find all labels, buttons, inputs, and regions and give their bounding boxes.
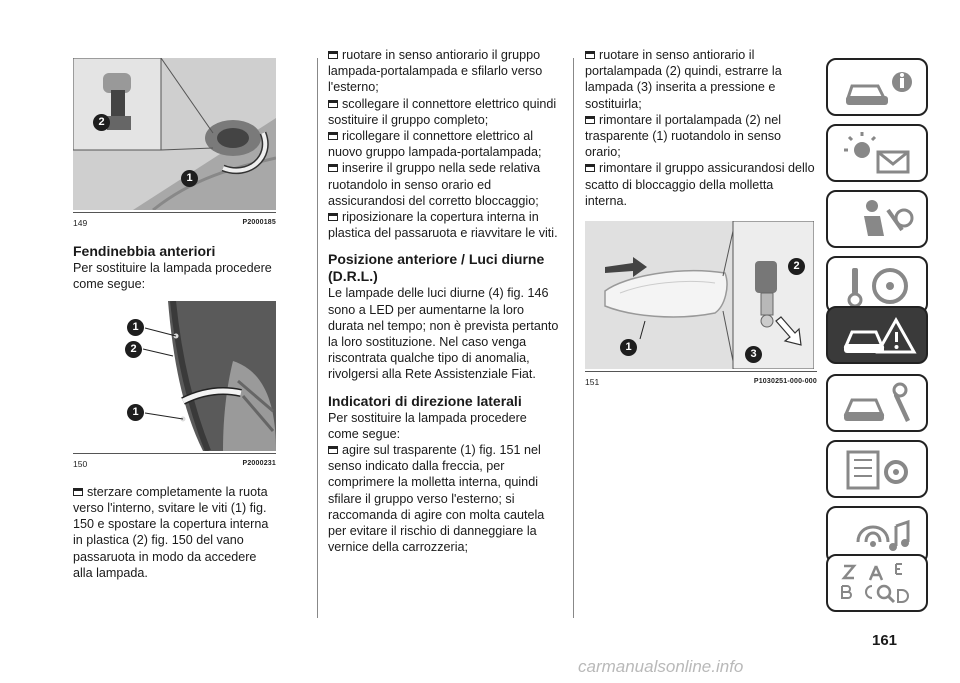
figure-151 [585, 221, 814, 369]
bullet-icon [328, 100, 338, 108]
bullet-item [328, 47, 560, 96]
paragraph: Le lampade delle luci diurne (4) fig. 146 sono a LED per aumentarne la loro durata nel tempo; non è prevista pertanto la loro sostituzione. Nel caso venga riscontrata qualche tipo di anomalia, rivolgersi alla Rete Assistenziale Fiat. [328, 286, 559, 382]
bullet-icon [328, 213, 338, 221]
tech-data-icon [838, 446, 920, 494]
figure-number: 151 [585, 377, 600, 388]
lights-warning-icon [838, 130, 920, 178]
bullet-text: scollegare il connettore elettrico quindi sostituire il gruppo completo; [328, 96, 557, 127]
sidebar-tab-index-az[interactable] [826, 554, 928, 612]
bullet-text: ruotare in senso antiorario il portalampada (2) quindi, estrarre la lampada (3) inserita a pressione e sostituirla; [585, 48, 782, 111]
section-heading: Fendinebbia anteriori [73, 243, 216, 260]
bullet-icon [328, 164, 338, 172]
watermark: carmanualsonline.info [578, 657, 744, 676]
car-breakdown-icon [838, 312, 920, 360]
column-3 [585, 47, 817, 390]
figure-code: P1030251-000-000 [753, 378, 817, 386]
column-divider [317, 58, 318, 618]
bullet-icon [328, 51, 338, 59]
callout-badge: 2 [93, 114, 110, 131]
sidebar-tab-car-breakdown[interactable] [826, 306, 928, 364]
bullet-text: rimontare il gruppo assicurandosi dello scatto di bloccaggio della molletta interna. [585, 161, 815, 208]
bullet-text: rimontare il portalampada (2) nel trasparente (1) ruotandolo in senso orario; [585, 112, 782, 160]
callout-badge: 1 [127, 404, 144, 421]
sidebar-tab-car-maintenance[interactable] [826, 374, 928, 432]
bullet-item [585, 47, 817, 112]
bullet-item [585, 160, 817, 209]
fog-lamp-illustration [73, 58, 276, 210]
paragraph: Per sostituire la lampada procedere come segue: [328, 410, 527, 441]
airbag-safety-icon [838, 196, 920, 244]
sidebar-tab-lights-warning[interactable] [826, 124, 928, 182]
bullet-icon [585, 51, 595, 59]
callout-badge: 3 [745, 346, 762, 363]
bullet-icon [585, 164, 595, 172]
section-heading: Indicatori di direzione laterali [328, 392, 522, 409]
bullet-icon [73, 488, 83, 496]
column-1 [73, 58, 276, 581]
bullet-text: inserire il gruppo nella sede relativa ruotandolo in senso orario ed assicurandosi del corretto bloccaggio; [328, 161, 541, 208]
bullet-item [73, 484, 276, 581]
column-divider [573, 58, 574, 618]
figure-caption [73, 212, 276, 231]
figure-150 [73, 301, 276, 451]
car-maintenance-icon [838, 380, 920, 428]
figure-code: P2000185 [242, 219, 276, 226]
bullet-text: sterzare completamente la ruota verso l'interno, svitare le viti (1) fig. 150 e spostare la copertura interna in plastica (2) fig. 150 del vano passaruota in modo da accedere alla lampada. [73, 484, 269, 580]
index-az-icon [838, 560, 920, 608]
bullet-item [328, 96, 560, 128]
bullet-icon [328, 132, 338, 140]
sidebar-tab-tech-data[interactable] [826, 440, 928, 498]
bullet-item [585, 112, 817, 161]
bullet-icon [585, 116, 595, 124]
bullet-item [328, 442, 560, 555]
bullet-item [328, 160, 560, 209]
bullet-text: riposizionare la copertura interna in plastica del passaruota e riavvitare le viti. [328, 210, 558, 241]
bullet-text: ricollegare il connettore elettrico al nuovo gruppo lampada-portalampada; [328, 129, 542, 160]
wheel-arch-illustration [73, 301, 276, 451]
section-heading: Posizione anteriore / Luci diurne (D.R.L.) [328, 251, 545, 285]
callout-badge: 1 [181, 170, 198, 187]
figure-number: 149 [73, 218, 88, 228]
page-number: 161 [872, 632, 898, 649]
bullet-icon [328, 446, 338, 454]
callout-badge: 2 [788, 258, 805, 275]
callout-badge: 1 [620, 339, 637, 356]
paragraph: Per sostituire la lampada procedere come segue: [73, 261, 272, 292]
bullet-text: ruotare in senso antiorario il gruppo lampada-portalampada e sfilarlo verso l'esterno; [328, 48, 543, 95]
figure-caption [73, 453, 276, 472]
multimedia-icon [838, 512, 920, 560]
bullet-text: agire sul trasparente (1) fig. 151 nel senso indicato dalla freccia, per comprimere la molletta interna, quindi sfilare il gruppo verso l'esterno; si raccomanda di agire con molta cautela per evitare il rischio di danneggiare la vernice della carrozzeria; [328, 443, 545, 555]
bullet-item [328, 209, 560, 241]
column-2 [328, 47, 560, 555]
callout-badge: 1 [127, 319, 144, 336]
figure-code: P2000231 [242, 459, 276, 467]
bullet-item [328, 128, 560, 160]
figure-caption [585, 371, 817, 390]
steering-key-icon [838, 262, 920, 310]
figure-149 [73, 58, 276, 210]
car-info-icon [838, 64, 920, 112]
figure-number: 150 [73, 458, 88, 469]
sidebar-tab-airbag-safety[interactable] [826, 190, 928, 248]
sidebar-tab-car-info[interactable] [826, 58, 928, 116]
callout-badge: 2 [125, 341, 142, 358]
